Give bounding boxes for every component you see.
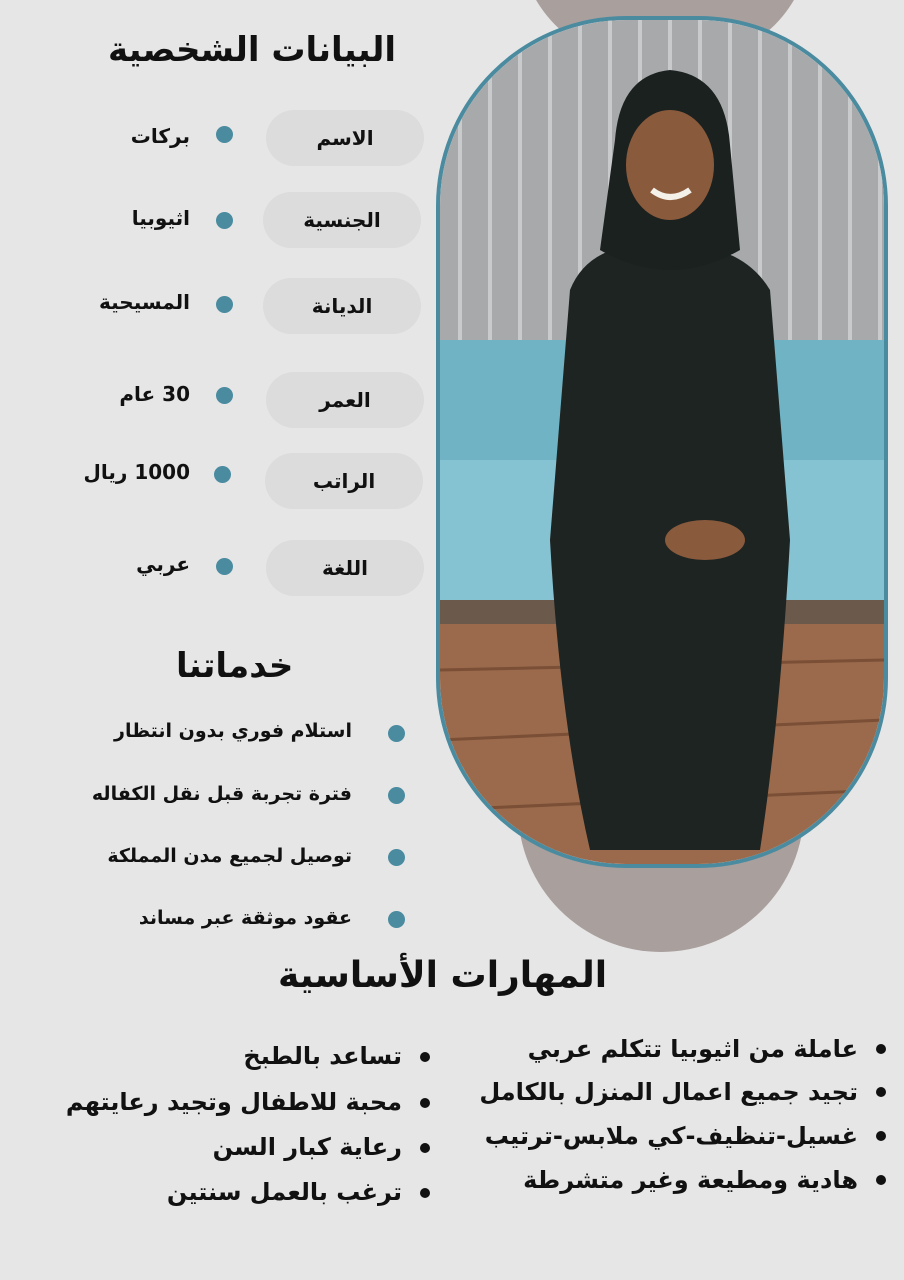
skill-item: تساعد بالطبخ	[243, 1042, 402, 1070]
value-religion: المسيحية	[99, 290, 190, 314]
label-religion: الديانة	[263, 278, 421, 334]
value-language: عربي	[136, 552, 190, 576]
skill-item: هادية ومطيعة وغير متشرطة	[523, 1166, 858, 1194]
label-nationality: الجنسية	[263, 192, 421, 248]
skill-item: عاملة من اثيوبيا تتكلم عربي	[527, 1035, 858, 1063]
value-nationality: اثيوبيا	[131, 206, 190, 230]
skill-item: تجيد جميع اعمال المنزل بالكامل	[479, 1078, 858, 1106]
bullet-icon	[388, 787, 405, 804]
label-name: الاسم	[266, 110, 424, 166]
bullet-icon	[216, 387, 233, 404]
personal-data-title: البيانات الشخصية	[107, 30, 396, 70]
bullet-icon	[388, 725, 405, 742]
service-item: استلام فوري بدون انتظار	[114, 720, 352, 742]
bullet-icon	[216, 558, 233, 575]
bullet-icon	[216, 296, 233, 313]
value-salary: 1000 ريال	[83, 460, 190, 484]
bullet-icon	[420, 1098, 430, 1108]
service-item: عقود موثقة عبر مساند	[138, 907, 352, 929]
bullet-icon	[388, 849, 405, 866]
label-language: اللغة	[266, 540, 424, 596]
bullet-icon	[216, 126, 233, 143]
bullet-icon	[216, 212, 233, 229]
worker-photo	[436, 16, 888, 868]
bullet-icon	[214, 466, 231, 483]
bullet-icon	[876, 1044, 886, 1054]
value-age: 30 عام	[119, 382, 190, 406]
bullet-icon	[420, 1143, 430, 1153]
service-item: توصيل لجميع مدن المملكة	[107, 845, 352, 867]
bullet-icon	[876, 1131, 886, 1141]
service-item: فترة تجربة قبل نقل الكفاله	[91, 783, 352, 805]
bullet-icon	[420, 1052, 430, 1062]
bullet-icon	[388, 911, 405, 928]
skills-title: المهارات الأساسية	[278, 955, 608, 996]
bullet-icon	[876, 1175, 886, 1185]
bullet-icon	[420, 1188, 430, 1198]
bullet-icon	[876, 1087, 886, 1097]
skill-item: محبة للاطفال وتجيد رعايتهم	[65, 1088, 402, 1116]
skill-item: ترغب بالعمل سنتين	[166, 1178, 402, 1206]
value-name: بركات	[130, 124, 190, 148]
services-title: خدماتنا	[176, 646, 294, 686]
skill-item: رعاية كبار السن	[212, 1133, 402, 1161]
worker-photo-illustration	[440, 20, 884, 864]
label-salary: الراتب	[265, 453, 423, 509]
label-age: العمر	[266, 372, 424, 428]
skill-item: غسيل-تنظيف-كي ملابس-ترتيب	[484, 1122, 858, 1150]
